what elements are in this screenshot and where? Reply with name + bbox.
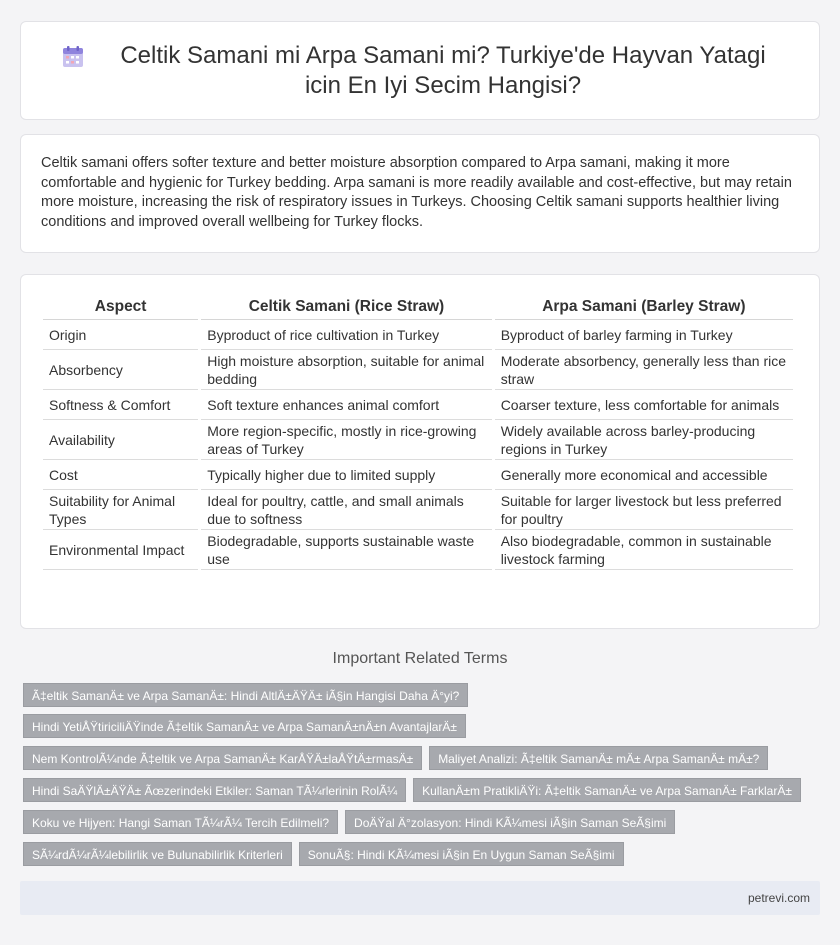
summary-card <box>20 134 820 253</box>
title-card <box>20 21 820 120</box>
table-cell: Softness & Comfort <box>43 390 198 420</box>
footer-site-link[interactable]: petrevi.com <box>747 891 810 905</box>
related-tag[interactable]: Nem KontrolÃ¼nde Ã‡eltik ve Arpa SamanÄ± KarÅŸÄ±laÅŸtÄ±rmasÄ± <box>23 746 422 770</box>
table-cell: Soft texture enhances animal comfort <box>201 390 491 420</box>
header-aspect: Aspect <box>43 295 198 320</box>
table-cell: Origin <box>43 320 198 350</box>
tag-row-3 <box>23 746 768 770</box>
related-tag[interactable]: Koku ve Hijyen: Hangi Saman TÃ¼rÃ¼ Tercih Edilmeli? <box>23 810 338 834</box>
table-cell: Typically higher due to limited supply <box>201 460 491 490</box>
table-cell: Environmental Impact <box>43 530 198 570</box>
comparison-table <box>40 295 796 570</box>
table-cell: Moderate absorbency, generally less than rice straw <box>495 350 793 390</box>
table-row <box>43 460 793 490</box>
table-row <box>43 320 793 350</box>
related-tag[interactable]: SÃ¼rdÃ¼rÃ¼lebilirlik ve Bulunabilirlik Kriterleri <box>23 842 292 866</box>
tag-row-1 <box>23 683 468 707</box>
table-header-row <box>43 295 793 320</box>
table-row <box>43 490 793 530</box>
page-title: Celtik Samani mi Arpa Samani mi? Turkiye'de Hayvan Yatagi icin En Iyi Secim Hangisi? <box>120 41 766 99</box>
table-cell: Absorbency <box>43 350 198 390</box>
related-tag[interactable]: Hindi YetiÅŸtiriciliÄŸinde Ã‡eltik SamanÄ± ve Arpa SamanÄ±nÄ±n AvantajlarÄ± <box>23 714 466 738</box>
related-tag[interactable]: Ã‡eltik SamanÄ± ve Arpa SamanÄ±: Hindi AltlÄ±ÄŸÄ± iÃ§in Hangisi Daha Ä°yi? <box>23 683 468 707</box>
table-row <box>43 420 793 460</box>
table-cell: Generally more economical and accessible <box>495 460 793 490</box>
related-tag[interactable]: KullanÄ±m PratikliÄŸi: Ã‡eltik SamanÄ± ve Arpa SamanÄ± FarklarÄ± <box>413 778 801 802</box>
table-cell: More region-specific, mostly in rice-growing areas of Turkey <box>201 420 491 460</box>
table-row <box>43 530 793 570</box>
calendar-list-icon <box>61 45 85 69</box>
title-wrap <box>21 22 819 119</box>
tag-row-6 <box>23 842 624 866</box>
table-row <box>43 350 793 390</box>
table-cell: Byproduct of rice cultivation in Turkey <box>201 320 491 350</box>
header-celtik: Celtik Samani (Rice Straw) <box>201 295 491 320</box>
related-tag[interactable]: Maliyet Analizi: Ã‡eltik SamanÄ± mÄ± Arpa SamanÄ± mÄ±? <box>429 746 768 770</box>
table-cell: Cost <box>43 460 198 490</box>
table-cell: Widely available across barley-producing regions in Turkey <box>495 420 793 460</box>
summary-text: Celtik samani offers softer texture and better moisture absorption compared to Arpa samani, making it more comfortable and hygienic for Turkey bedding. Arpa samani is more readily available and cost-effective, but may retain more moisture, increasing the risk of respiratory issues in Turkeys. Choosing Celtik samani supports healthier living conditions and improved overall wellbeing for Turkey flocks. <box>41 155 792 230</box>
tag-row-2 <box>23 714 466 738</box>
table-cell: Byproduct of barley farming in Turkey <box>495 320 793 350</box>
tag-row-5 <box>23 810 675 834</box>
table-cell: Availability <box>43 420 198 460</box>
related-tag[interactable]: DoÄŸal Ä°zolasyon: Hindi KÃ¼mesi iÃ§in Saman SeÃ§imi <box>345 810 675 834</box>
table-cell: Coarser texture, less comfortable for animals <box>495 390 793 420</box>
table-cell: Suitability for Animal Types <box>43 490 198 530</box>
related-terms-heading: Important Related Terms <box>332 650 508 667</box>
related-tag[interactable]: SonuÃ§: Hindi KÃ¼mesi iÃ§in En Uygun Saman SeÃ§imi <box>299 842 624 866</box>
tag-row-4 <box>23 778 801 802</box>
table-cell: Ideal for poultry, cattle, and small animals due to softness <box>201 490 491 530</box>
header-arpa: Arpa Samani (Barley Straw) <box>495 295 793 320</box>
table-row <box>43 390 793 420</box>
footer <box>20 881 820 915</box>
table-cell: High moisture absorption, suitable for animal bedding <box>201 350 491 390</box>
table-cell: Also biodegradable, common in sustainable livestock farming <box>495 530 793 570</box>
related-tag[interactable]: Hindi SaÄŸlÄ±ÄŸÄ± Ãœzerindeki Etkiler: Saman TÃ¼rlerinin RolÃ¼ <box>23 778 406 802</box>
table-cell: Biodegradable, supports sustainable waste use <box>201 530 491 570</box>
table-card <box>20 274 820 629</box>
table-cell: Suitable for larger livestock but less preferred for poultry <box>495 490 793 530</box>
